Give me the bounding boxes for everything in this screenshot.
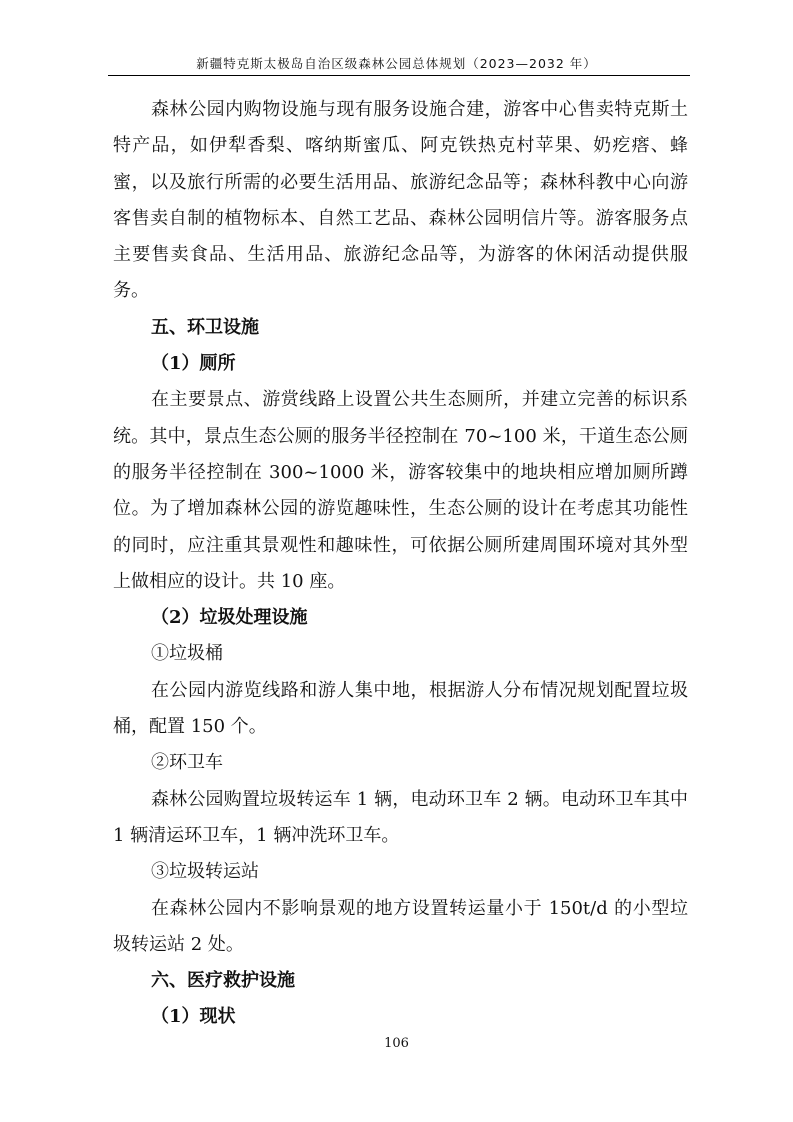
paragraph-transfer-station: 在森林公园内不影响景观的地方设置转运量小于 150t/d 的小型垃圾转运站 2 处。: [113, 897, 688, 955]
item-garbage-bin: ①垃圾桶: [151, 643, 223, 665]
page-number: 106: [384, 1036, 409, 1051]
subheading-garbage: （2）垃圾处理设施: [151, 607, 308, 629]
page-body: [113, 92, 688, 1036]
subheading-toilet: （1）厕所: [151, 353, 236, 375]
section-heading-sanitation: 五、环卫设施: [151, 316, 259, 338]
running-header: 新疆特克斯太极岛自治区级森林公园总体规划（2023—2032 年）: [196, 56, 597, 71]
subheading-status: （1）现状: [151, 1006, 236, 1028]
paragraph-shopping: 森林公园内购物设施与现有服务设施合建，游客中心售卖特克斯土特产品，如伊犁香梨、喀纳斯蜜瓜、阿克铁热克村苹果、奶疙瘩、蜂蜜，以及旅行所需的必要生活用品、旅游纪念品等；森林科教中心向游客售卖自制的植物标本、自然工艺品、森林公园明信片等。游客服务点主要售卖食品、生活用品、旅游纪念品等，为游客的休闲活动提供服务。: [113, 99, 688, 302]
paragraph-garbage-bin: 在公园内游览线路和游人集中地，根据游人分布情况规划配置垃圾桶，配置 150 个。: [113, 679, 688, 738]
paragraph-sanitation-truck: 森林公园购置垃圾转运车 1 辆，电动环卫车 2 辆。电动环卫车其中 1 辆清运环卫车，1 辆冲洗环卫车。: [113, 788, 688, 846]
item-sanitation-truck: ②环卫车: [151, 752, 223, 774]
item-transfer-station: ③垃圾转运站: [151, 861, 259, 883]
section-heading-medical: 六、医疗救护设施: [151, 970, 295, 992]
paragraph-toilet: 在主要景点、游赏线路上设置公共生态厕所，并建立完善的标识系统。其中，景点生态公厕的服务半径控制在 70~100 米，干道生态公厕的服务半径控制在 300~1000 米，游客较集中的地块相应增加厕所蹲位。为了增加森林公园的游览趣味性，生态公厕的设计在考虑其功能性的同时，应注重其景观性和趣味性，可依据公厕所建周围环境对其外型上做相应的设计。共 10 座。: [113, 389, 688, 592]
header-divider: [108, 75, 690, 76]
